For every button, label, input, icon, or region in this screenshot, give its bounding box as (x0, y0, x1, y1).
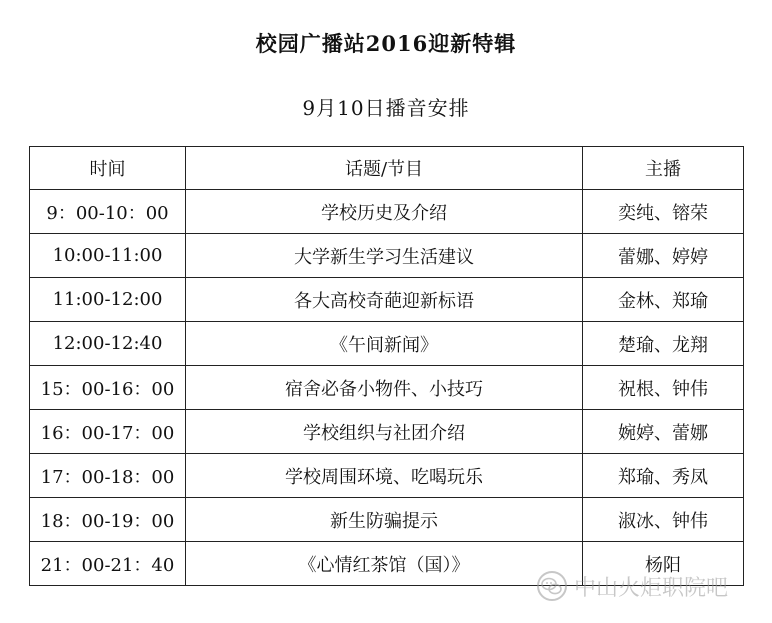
table-row (30, 498, 744, 542)
table-row (30, 278, 744, 322)
header-host: 主播 (583, 147, 744, 190)
schedule-table (29, 146, 744, 586)
cell-topic: 各大高校奇葩迎新标语 (186, 278, 583, 322)
cell-time: 18：00-19：00 (30, 498, 186, 542)
cell-time: 9：00-10：00 (30, 190, 186, 234)
cell-time: 10:00-11:00 (30, 234, 186, 278)
cell-time: 21：00-21：40 (30, 542, 186, 586)
document-title: 校园广播站2016迎新特辑 (255, 31, 517, 56)
cell-host: 祝根、钟伟 (583, 366, 744, 410)
cell-time: 17：00-18：00 (30, 454, 186, 498)
watermark-text: 中山火炬职院吧 (574, 575, 729, 601)
cell-host: 婉婷、蕾娜 (583, 410, 744, 454)
table-header-row (30, 147, 744, 190)
document-subtitle: 9月10日播音安排 (302, 96, 470, 120)
cell-host: 蕾娜、婷婷 (583, 234, 744, 278)
cell-topic: 宿舍必备小物件、小技巧 (186, 366, 583, 410)
cell-time: 16：00-17：00 (30, 410, 186, 454)
cell-time: 15：00-16：00 (30, 366, 186, 410)
cell-host: 楚瑜、龙翔 (583, 322, 744, 366)
cell-host: 淑冰、钟伟 (583, 498, 744, 542)
cell-topic: 新生防骗提示 (186, 498, 583, 542)
table-row (30, 322, 744, 366)
table-row (30, 366, 744, 410)
header-topic: 话题/节目 (186, 147, 583, 190)
header-time: 时间 (30, 147, 186, 190)
cell-host: 金林、郑瑜 (583, 278, 744, 322)
cell-topic: 大学新生学习生活建议 (186, 234, 583, 278)
cell-host: 郑瑜、秀凤 (583, 454, 744, 498)
cell-topic: 学校周围环境、吃喝玩乐 (186, 454, 583, 498)
table-row (30, 454, 744, 498)
watermark (536, 566, 728, 606)
table-row (30, 190, 744, 234)
cell-topic: 《心情红茶馆（国）》 (186, 542, 583, 586)
cell-time: 11:00-12:00 (30, 278, 186, 322)
cell-topic: 学校组织与社团介绍 (186, 410, 583, 454)
wechat-icon (536, 570, 568, 602)
table-row (30, 410, 744, 454)
cell-host: 奕纯、镕荣 (583, 190, 744, 234)
table-row (30, 234, 744, 278)
cell-time: 12:00-12:40 (30, 322, 186, 366)
cell-topic: 学校历史及介绍 (186, 190, 583, 234)
cell-topic: 《午间新闻》 (186, 322, 583, 366)
cell-host: 杨阳 (583, 542, 744, 586)
